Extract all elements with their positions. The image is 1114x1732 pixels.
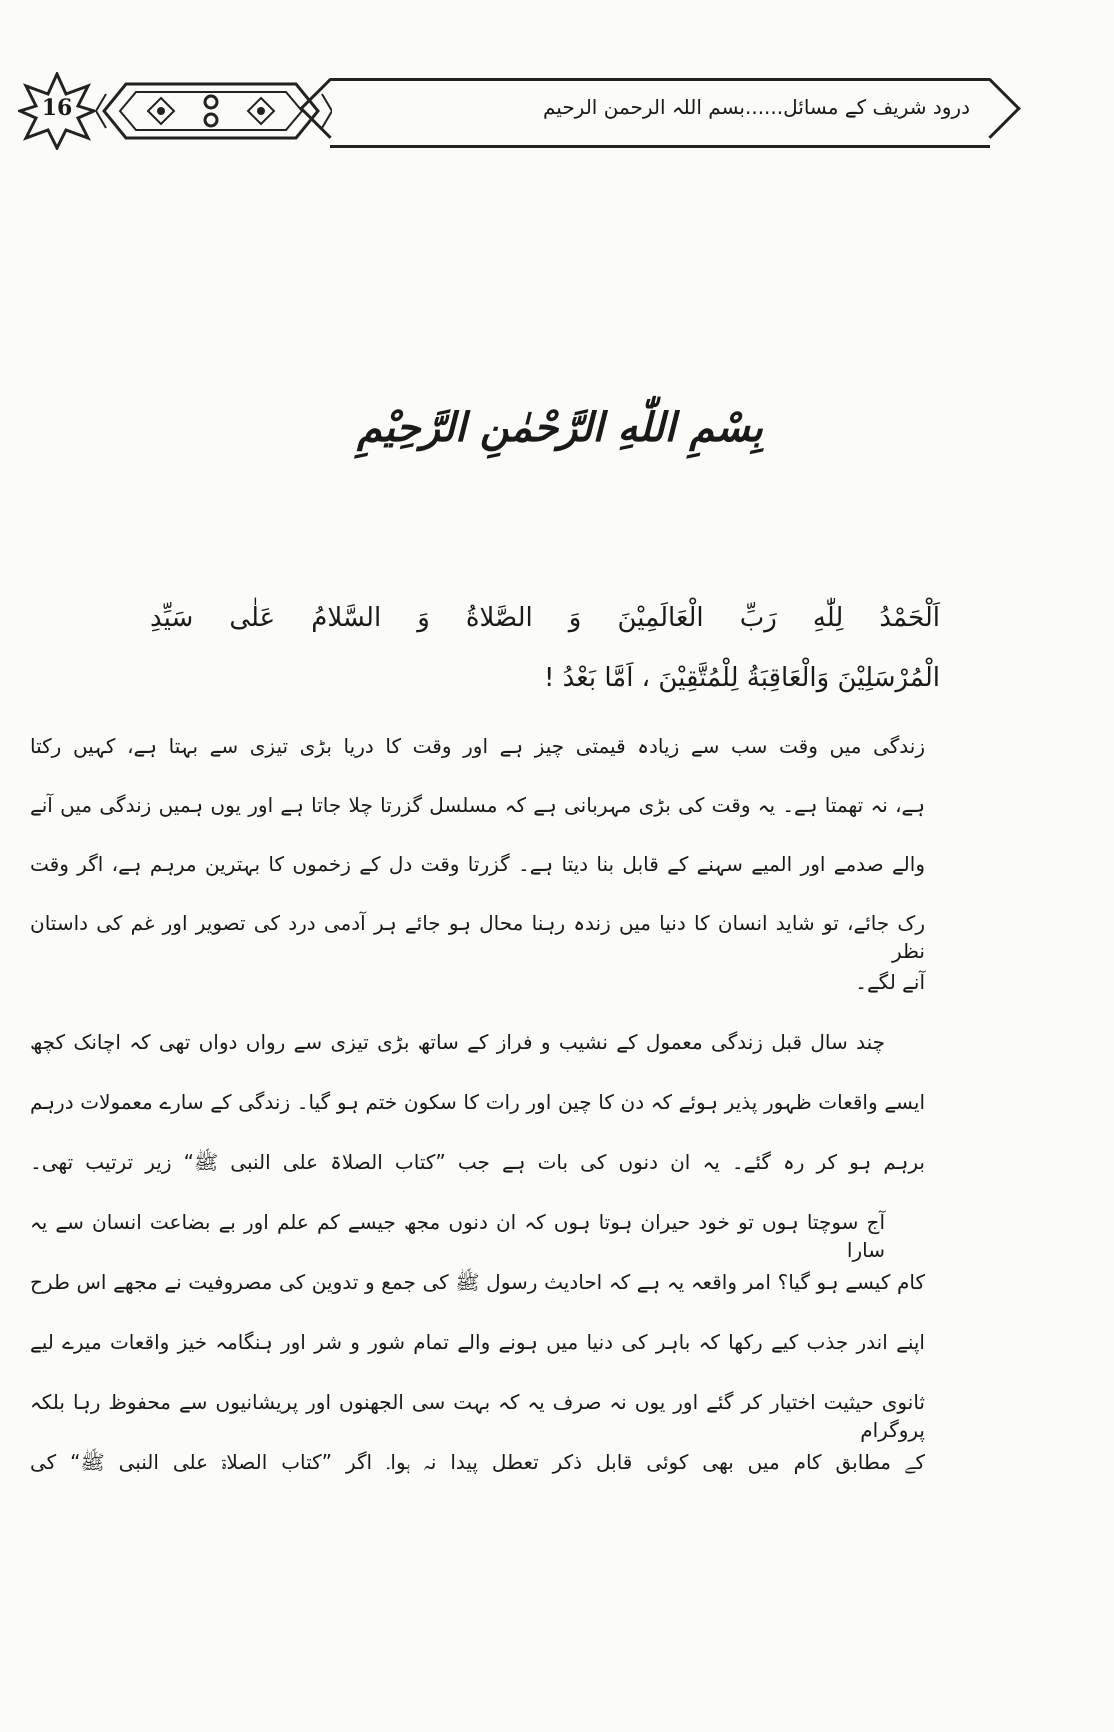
page-number: 16 [41,95,73,121]
paragraph-line: والے صدمے اور المیے سہنے کے قابل بنا دیتا ہے۔ گزرتا وقت دل کے زخموں کا بہترین مرہم ہے، اگر وقت [30,852,925,876]
bismillah-calligraphy: بِسْمِ اللّٰهِ الرَّحْمٰنِ الرَّحِيْمِ [357,405,763,451]
paragraph-line: ہے، نہ تھمتا ہے۔ یہ وقت کی بڑی مہربانی ہے کہ مسلسل گزرتا چلا جاتا ہے اور یوں ہمیں زندگی میں آنے [30,793,925,817]
paragraph-line: اپنے اندر جذب کیے رکھا کہ باہر کی دنیا میں ہونے والے تمام شور و شر اور ہنگامہ خیز واقعات میرے لیے [30,1330,925,1354]
paragraph-line: برہم ہو کر رہ گئے۔ یہ ان دنوں کی بات ہے جب ”کتاب الصلاۃ علی النبی ﷺ“ زیر ترتیب تھی۔ [30,1150,925,1174]
header-ornament-icon [96,74,332,148]
arabic-opening-line: الْمُرْسَلِيْنَ وَالْعَاقِبَةُ لِلْمُتَّقِيْنَ ، اَمَّا بَعْدُ ! [543,663,940,693]
arabic-opening-line: اَلْحَمْدُ لِلّٰهِ رَبِّ الْعَالَمِيْنَ وَ الصَّلاةُ وَ السَّلامُ عَلٰى سَيِّدِ [150,603,940,633]
paragraph-line: رک جائے، تو شاید انسان کا دنیا میں زندہ رہنا محال ہو جائے ہر آدمی درد کی تصویر اور غم کی داستان نظر [30,911,925,963]
paragraph-line: کام کیسے ہو گیا؟ امر واقعہ یہ ہے کہ احادیث رسول ﷺ کی جمع و تدوین کی مصروفیت نے مجھے اس طرح [30,1270,925,1294]
running-title: درود شریف کے مسائل......بسم اللہ الرحمن الرحیم [542,95,970,119]
paragraph-line: زندگی میں وقت سب سے زیادہ قیمتی چیز ہے اور وقت کا دریا بڑی تیزی سے بہتا ہے، کہیں رکتا [30,734,925,758]
running-title-frame [330,78,990,148]
paragraph-line: آنے لگے۔ [855,970,925,994]
paragraph-line: چند سال قبل زندگی معمول کے نشیب و فراز کے ساتھ بڑی تیزی سے رواں دواں تھی کہ اچانک کچھ [30,1030,885,1054]
paragraph-line: ایسے واقعات ظہور پذیر ہوئے کہ دن کا چین اور رات کا سکون ختم ہو گیا۔ زندگی کے سارے معمولات درہم [30,1090,925,1114]
paragraph-line: ثانوی حیثیت اختیار کر گئے اور یوں نہ صرف یہ کہ بہت سی الجھنوں اور پریشانیوں سے محفوظ رہا بلکہ پروگرام [30,1390,925,1442]
paragraph-line: آج سوچتا ہوں تو خود حیران ہوتا ہوں کہ ان دنوں مجھ جیسے کم علم اور بے بضاعت انسان سے یہ سارا [30,1210,885,1262]
paragraph-line: کے مطابق کام میں بھی کوئی قابل ذکر تعطل پیدا نہ ہوا۔ اگر ”کتاب الصلاۃ علی النبی ﷺ“ کی [30,1450,925,1474]
